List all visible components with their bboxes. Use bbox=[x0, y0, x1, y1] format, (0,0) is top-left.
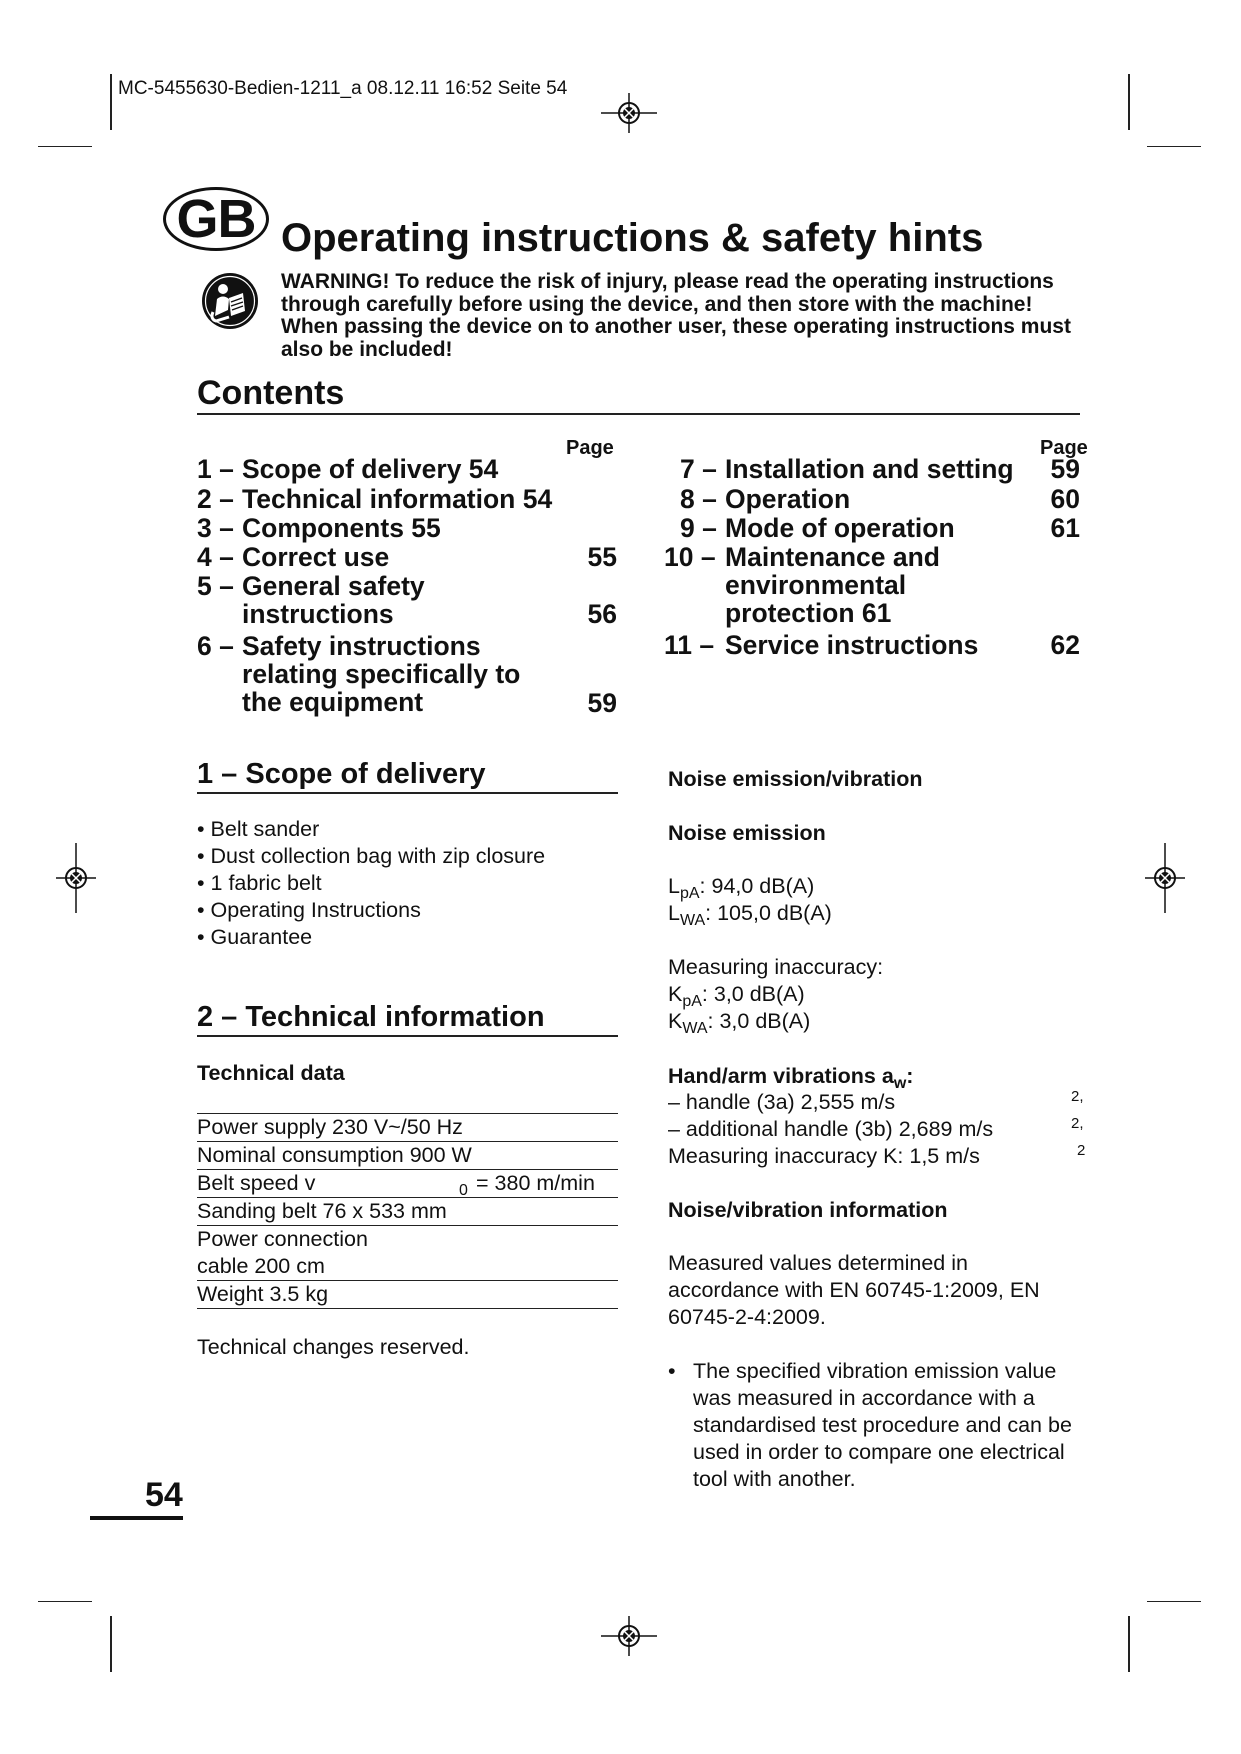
noise-info-heading: Noise/vibration information bbox=[668, 1198, 948, 1222]
technical-subheading: Technical data bbox=[197, 1061, 345, 1085]
crop-mark bbox=[38, 1601, 92, 1602]
country-badge: GB bbox=[163, 187, 269, 251]
toc-item-title: Safety instructions relating specifically to the equipment bbox=[242, 631, 521, 717]
list-item: • Belt sander bbox=[197, 816, 545, 843]
toc-item-number: 9 – bbox=[680, 513, 717, 543]
lwa-subscript: WA bbox=[679, 912, 706, 929]
vibration-exponent: 2, bbox=[1071, 1115, 1084, 1132]
crop-mark bbox=[110, 74, 112, 130]
registration-mark-icon bbox=[56, 843, 96, 913]
technical-data-table bbox=[197, 1113, 618, 1309]
toc-item-title: Maintenance and environmental protection 61 bbox=[725, 542, 940, 628]
toc-item-title: Technical information 54 bbox=[242, 484, 553, 514]
vibration-heading-sub: w bbox=[893, 1075, 907, 1092]
toc-item-title: General safety instructions bbox=[242, 571, 425, 629]
toc-item-page: 60 bbox=[1050, 484, 1080, 514]
toc-item-number: 10 – bbox=[664, 542, 716, 572]
table-row: Nominal consumption 900 W bbox=[197, 1141, 618, 1169]
noise-heading: Noise emission/vibration bbox=[668, 767, 923, 791]
kpa-subscript: pA bbox=[682, 993, 702, 1010]
belt-speed-value: = 380 m/min bbox=[476, 1171, 595, 1195]
vibration-exponent: 2 bbox=[1077, 1142, 1086, 1159]
toc-item-page: 61 bbox=[1050, 513, 1080, 543]
kwa-symbol: K bbox=[668, 1009, 683, 1033]
toc-item-number: 4 – bbox=[197, 542, 234, 572]
vibration-heading-colon: : bbox=[906, 1064, 914, 1088]
toc-item-page: 59 bbox=[1050, 454, 1080, 484]
toc-item-title: Service instructions bbox=[725, 630, 979, 660]
toc-item-title: Components 55 bbox=[242, 513, 441, 543]
section-rule bbox=[197, 792, 618, 794]
table-row: Power supply 230 V~/50 Hz bbox=[197, 1113, 618, 1141]
section-rule bbox=[197, 1035, 618, 1037]
belt-speed-label: Belt speed v bbox=[197, 1171, 316, 1195]
table-cell: Power connection bbox=[197, 1227, 368, 1251]
noise-emission-heading: Noise emission bbox=[668, 821, 826, 845]
scope-heading: 1 – Scope of delivery bbox=[197, 758, 486, 790]
lwa-value: : 105,0 dB(A) bbox=[705, 901, 832, 925]
toc-item-number: 5 – bbox=[197, 571, 234, 601]
inaccuracy-label: Measuring inaccuracy: bbox=[668, 955, 884, 979]
table-row bbox=[197, 1169, 618, 1197]
lpa-symbol: L bbox=[668, 874, 680, 898]
vibration-line: – handle (3a) 2,555 m/s bbox=[668, 1090, 896, 1114]
toc-item-page: 62 bbox=[1050, 630, 1080, 660]
lpa-line bbox=[668, 873, 814, 900]
crop-mark bbox=[38, 146, 92, 147]
toc-item-number: 3 – bbox=[197, 513, 234, 543]
lpa-subscript: pA bbox=[679, 885, 700, 902]
lwa-line bbox=[668, 900, 832, 927]
kwa-line bbox=[668, 1008, 810, 1035]
toc-item-page: 56 bbox=[587, 599, 617, 629]
vibration-exponent: 2, bbox=[1071, 1088, 1084, 1105]
belt-speed-sub: 0 bbox=[459, 1182, 468, 1199]
contents-heading: Contents bbox=[197, 374, 345, 412]
kpa-value: : 3,0 dB(A) bbox=[701, 982, 805, 1006]
list-item: • Dust collection bag with zip closure bbox=[197, 843, 545, 870]
toc-item-number: 1 – bbox=[197, 454, 234, 484]
bullet-icon: • bbox=[668, 1359, 676, 1383]
toc-item-title: Correct use bbox=[242, 542, 390, 572]
crop-mark bbox=[1147, 146, 1201, 147]
list-item: • Operating Instructions bbox=[197, 897, 545, 924]
registration-mark-icon bbox=[601, 93, 657, 133]
warning-text: WARNING! To reduce the risk of injury, please read the operating instructions through carefully before using the device, and then store with the machine! When passing the device on to another user, these operating instructions must also be included! bbox=[281, 270, 1071, 361]
toc-item-number: 6 – bbox=[197, 631, 234, 661]
list-item: • Guarantee bbox=[197, 924, 545, 951]
kwa-value: : 3,0 dB(A) bbox=[707, 1009, 811, 1033]
vibration-heading-text: Hand/arm vibrations a bbox=[668, 1064, 894, 1088]
vibration-bullet-text: The specified vibration emission value was measured in accordance with a standardised test procedure and can be used in order to compare one electrical tool with another. bbox=[693, 1359, 1072, 1491]
technical-heading: 2 – Technical information bbox=[197, 1001, 545, 1033]
technical-note: Technical changes reserved. bbox=[197, 1335, 470, 1359]
vibration-heading bbox=[668, 1064, 914, 1092]
crop-mark bbox=[1147, 1601, 1201, 1602]
toc-item-title: Mode of operation bbox=[725, 513, 955, 543]
page-number-rule bbox=[90, 1516, 183, 1520]
table-row: Sanding belt 76 x 533 mm bbox=[197, 1197, 618, 1225]
toc-item-number: 2 – bbox=[197, 484, 234, 514]
scope-list bbox=[197, 816, 545, 951]
vibration-bullet bbox=[668, 1358, 1092, 1493]
kpa-line bbox=[668, 981, 805, 1008]
page-title: Operating instructions & safety hints bbox=[281, 216, 984, 260]
toc-item-title: Installation and setting bbox=[725, 454, 1014, 484]
read-manual-icon bbox=[201, 272, 259, 330]
contents-rule bbox=[197, 413, 1080, 415]
toc-item-number: 7 – bbox=[680, 454, 717, 484]
registration-mark-icon bbox=[1145, 843, 1185, 913]
list-item: • 1 fabric belt bbox=[197, 870, 545, 897]
toc-item-number: 8 – bbox=[680, 484, 717, 514]
print-header: MC-5455630-Bedien-1211_a 08.12.11 16:52 Seite 54 bbox=[118, 78, 568, 99]
page-number: 54 bbox=[145, 1476, 183, 1514]
crop-mark bbox=[1128, 1616, 1130, 1672]
vibration-line: Measuring inaccuracy K: 1,5 m/s bbox=[668, 1144, 980, 1168]
toc-item-number: 11 – bbox=[664, 630, 715, 660]
toc-item-page: 59 bbox=[587, 688, 617, 718]
table-cell: cable 200 cm bbox=[197, 1254, 325, 1278]
toc-right bbox=[664, 454, 1080, 660]
crop-mark bbox=[110, 1616, 112, 1672]
toc-item-title: Operation bbox=[725, 484, 851, 514]
crop-mark bbox=[1128, 74, 1130, 130]
toc-left bbox=[197, 455, 617, 735]
toc-item-title: Scope of delivery 54 bbox=[242, 454, 499, 484]
vibration-line: – additional handle (3b) 2,689 m/s bbox=[668, 1117, 994, 1141]
lpa-value: : 94,0 dB(A) bbox=[699, 874, 815, 898]
registration-mark-icon bbox=[601, 1616, 657, 1656]
table-row: Weight 3.5 kg bbox=[197, 1280, 618, 1309]
toc-item-page: 55 bbox=[587, 542, 617, 572]
toc-page-label: Page bbox=[566, 437, 614, 459]
kpa-symbol: K bbox=[668, 982, 683, 1006]
toc-page-label: Page bbox=[1040, 437, 1088, 459]
kwa-subscript: WA bbox=[682, 1020, 708, 1037]
noise-info-text: Measured values determined in accordance with EN 60745-1:2009, EN 60745-2-4:2009. bbox=[668, 1251, 1040, 1329]
lwa-symbol: L bbox=[668, 901, 680, 925]
table-row bbox=[197, 1225, 618, 1280]
